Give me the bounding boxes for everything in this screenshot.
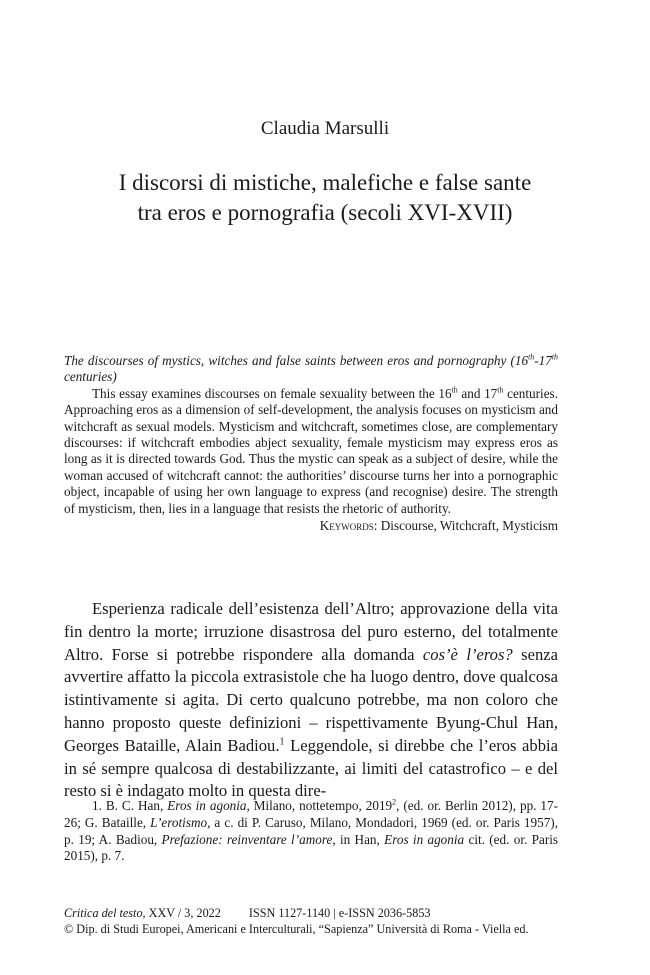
body-text xyxy=(64,598,558,803)
english-title: The discourses of mystics, witches and false saints between eros and pornography (16th-17th centuries) xyxy=(64,352,558,385)
keywords: Keywords: Discourse, Witchcraft, Mysticism xyxy=(319,518,558,534)
footnote: 1. B. C. Han, Eros in agonia, Milano, nottetempo, 2019$^2$, (ed. or. Berlin 2012), pp. 17-26; G. Bataille, L’erotismo, a c. di P. Caruso, Milano, Mondadori, 1969 (ed. or. Paris 1957), p. 19; A. Badiou, Prefazione: reinventare l’amore, in Han, Eros in agonia cit. (ed. or. Paris 2015), p. 7. xyxy=(64,797,559,864)
body-paragraph: Esperienza radicale dell’esistenza dell’Altro; approvazione della vita fin dentro la morte; irruzione disastrosa del puro esterno, del totalmente Altro. Forse si potrebbe rispondere alla domanda cos’è l’eros? senza avvertire affatto la piccola extrasistole che ha luogo dentro, dove qualcosa istintivamente si agita. Di certo qualcuno potrebbe, ma non coloro che hanno proposto queste definizioni – rispettivamente Byung-Chul Han, Georges Bataille, Alain Badiou.$^1$ Leggendole, si direbbe che l’eros abbia in sé sempre qualcosa di destabilizzante, ai limiti del catastrofico – e del resto si è indagato molto in questa dire- xyxy=(64,599,559,801)
article-title xyxy=(60,168,590,228)
copyright: © Dip. di Studi Europei, Americani e Interculturali, “Sapienza” Università di Roma - Viella ed. xyxy=(64,921,529,936)
page-footer xyxy=(64,906,564,937)
author-name: Claudia Marsulli xyxy=(260,118,390,139)
issn: ISSN 1127-1140 | e-ISSN 2036-5853 xyxy=(248,906,431,920)
title-line-2: tra eros e pornografia (secoli XVI-XVII) xyxy=(137,200,513,225)
journal-name: Critica del testo xyxy=(64,906,143,920)
abstract xyxy=(64,353,558,534)
title-line-1: I discorsi di mistiche, malefiche e false sante xyxy=(118,170,532,195)
journal-volume: , XXV / 3, 2022 xyxy=(142,906,221,920)
abstract-text: This essay examines discourses on female sexuality between the 16th and 17th centuries. Approaching eros as a dimension of self-development, the analysis focuses on mysticism and witchcraft as sexual models. Mysticism and witchcraft, sometimes close, are complementary discourses: if witchcraft embodies abject sexuality, female mysticism may express eros as long as it is directed towards God. Thus the mystic can speak as a subject of desire, while the woman accused of witchcraft cannot: the authorities’ discourse turns her into a pornographic object, incapable of using her own language to express (and recognise) desire. The strength of mysticism, then, lies in a language that resists the rhetoric of authority. xyxy=(64,385,558,516)
keywords-label: Keywords xyxy=(319,518,374,534)
footnote-marker: 1 xyxy=(279,736,285,748)
keywords-list: Discourse, Witchcraft, Mysticism xyxy=(380,518,558,534)
